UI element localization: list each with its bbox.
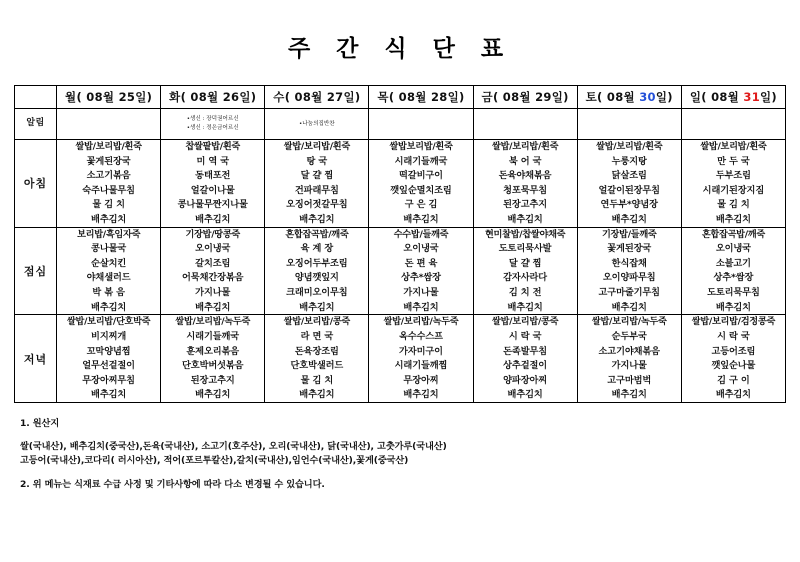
row-label-lunch: 점심	[15, 227, 57, 315]
dish-item: 얼갈이된장무침	[598, 184, 660, 196]
dish-item: 숙주나물무침	[82, 184, 135, 196]
day-header-sun-suffix: 일)	[760, 90, 777, 104]
day-header-fri: 금( 08월 29일)	[473, 86, 577, 109]
dish-item: 배추김치	[611, 301, 647, 313]
day-header-mon: 월( 08월 25일)	[57, 86, 161, 109]
notice-cell-sun	[681, 109, 785, 140]
dish-item: 콩나물국	[91, 243, 127, 255]
dish-item: 기장밥/들깨죽	[601, 228, 657, 240]
table-header-row	[15, 86, 786, 109]
dish-item: 감자사라다	[503, 272, 548, 284]
dish-item: 쌀밥/보리밥/녹두죽	[591, 316, 667, 328]
dish-item: 꽃게된장국	[86, 155, 131, 167]
dish-list	[578, 140, 681, 227]
notice-cell-mon	[57, 109, 161, 140]
dish-item: 가지나물	[195, 287, 231, 299]
dish-item: 크래미오이무침	[286, 287, 348, 299]
dish-list	[474, 140, 577, 227]
breakfast-cell-wed	[265, 140, 369, 228]
dish-item: 돈육야채볶음	[498, 170, 552, 182]
dish-item: 오징어젓갈무침	[286, 199, 348, 211]
dish-list	[57, 228, 160, 315]
dish-list	[682, 228, 785, 315]
dinner-cell-mon	[57, 315, 161, 403]
row-label-notice: 알림	[15, 109, 57, 140]
dinner-cell-thu	[369, 315, 473, 403]
dish-item: 상추*쌈장	[713, 272, 754, 284]
dish-item: 가지나물	[611, 360, 647, 372]
dish-item: 김 구 이	[717, 374, 750, 386]
dish-item: 쌀밥/보리밥/흰죽	[596, 141, 663, 152]
breakfast-cell-tue	[161, 140, 265, 228]
dish-list	[369, 228, 472, 315]
dish-item: 훈제오리볶음	[186, 345, 240, 357]
dish-item: 누룽지탕	[611, 155, 647, 167]
dish-item: 배추김치	[195, 301, 231, 313]
dish-item: 배추김치	[715, 301, 751, 313]
dish-item: 꼬막양념찜	[86, 345, 131, 357]
dish-item: 오징어두부조림	[286, 257, 348, 269]
dish-item: 콩나물무짠지나물	[177, 199, 248, 211]
dish-item: 물 김 치	[717, 199, 750, 211]
dish-item: 된장고추지	[503, 199, 548, 211]
dish-item: 꽃게된장국	[607, 243, 652, 255]
dish-item: 시래기들깨찜	[394, 360, 448, 372]
dish-item: 옥수수스프	[399, 330, 443, 342]
dish-item: 미 역 국	[196, 155, 229, 167]
dish-item: 박 볶 음	[92, 287, 125, 299]
lunch-cell-sat	[577, 227, 681, 315]
dish-item: 무장아찌	[403, 374, 439, 386]
dish-item: 비지찌개	[91, 330, 127, 342]
breakfast-row	[15, 140, 786, 228]
dish-list	[578, 228, 681, 315]
dish-item: 쌀밥/보리밥/녹두죽	[383, 316, 459, 328]
dish-item: 소고기야채볶음	[598, 345, 660, 357]
dish-item: 단호박버섯볶음	[182, 360, 244, 372]
origin-heading: 1. 원산지	[20, 417, 60, 429]
dish-list	[682, 315, 785, 402]
notice-item: •생신 : 장덕권어르신	[186, 116, 239, 123]
dish-item: 갈치조림	[195, 257, 231, 269]
row-label-dinner: 저녁	[15, 315, 57, 403]
dish-item: 배추김치	[611, 389, 647, 401]
dish-item: 구 은 김	[404, 199, 438, 211]
dish-item: 무장아찌무침	[82, 374, 135, 386]
dish-item: 탕 국	[306, 155, 328, 167]
dish-item: 김 치 전	[508, 287, 542, 299]
notice-cell-tue	[161, 109, 265, 140]
dish-list	[682, 140, 785, 227]
dish-item: 된장고추지	[190, 374, 235, 386]
dish-item: 도토리묵무침	[707, 287, 760, 299]
day-header-wed: 수( 08월 27일)	[265, 86, 369, 109]
dinner-row	[15, 315, 786, 403]
dish-list	[161, 228, 264, 315]
dish-item: 얼무선겉절이	[82, 360, 135, 372]
dish-item: 한식잡채	[611, 257, 647, 269]
dish-item: 오이냉국	[195, 243, 231, 255]
dish-item: 배추김치	[507, 389, 543, 401]
day-header-sun-date: 31	[743, 90, 761, 104]
dish-item: 배추김치	[195, 389, 231, 401]
dish-item: 배추김치	[715, 214, 751, 226]
weekly-menu-table	[14, 85, 786, 403]
dish-item: 청포묵무침	[503, 184, 548, 196]
notice-cell-wed	[265, 109, 369, 140]
footer-notes	[14, 403, 786, 492]
dish-list	[265, 140, 368, 227]
dish-item: 건파래무침	[294, 184, 339, 196]
dish-item: 오이냉국	[715, 243, 751, 255]
breakfast-cell-thu	[369, 140, 473, 228]
dinner-cell-sat	[577, 315, 681, 403]
lunch-cell-sun	[681, 227, 785, 315]
dish-item: 배추김치	[715, 389, 751, 401]
dish-item: 배추김치	[299, 214, 335, 226]
dish-list	[57, 140, 160, 227]
lunch-cell-tue	[161, 227, 265, 315]
lunch-cell-wed	[265, 227, 369, 315]
dish-item: 쌀밥/보리밥/녹두죽	[175, 316, 251, 328]
dish-item: 쌀밥/보리밥/콩죽	[492, 316, 559, 328]
dish-item: 혼합잡곡밥/깨죽	[701, 228, 765, 240]
dish-list	[57, 315, 160, 402]
notice-item: •나눔의집반찬	[298, 120, 335, 127]
dish-item: 가자미구이	[399, 345, 443, 357]
dish-item: 두부조림	[715, 170, 751, 182]
notice-cell-fri	[473, 109, 577, 140]
dish-item: 쌀밥/보리밥/단호박죽	[66, 316, 151, 328]
menu-change-note: 2. 위 메뉴는 식재료 수급 사정 및 기타사항에 따라 다소 변경될 수 있습니다.	[20, 479, 325, 491]
dish-item: 고구마줄기무침	[598, 287, 660, 299]
notice-item: •생신 : 정은금어르신	[186, 125, 239, 131]
dish-item: 배추김치	[507, 214, 543, 226]
dish-list	[161, 315, 264, 402]
dish-item: 양념깻잎지	[294, 272, 339, 284]
dish-item: 상추*쌈장	[401, 272, 441, 284]
dish-item: 쌀밥/보리밥/콩죽	[283, 316, 350, 328]
dish-item: 가지나물	[403, 287, 439, 299]
row-label-breakfast: 아침	[15, 140, 57, 228]
day-header-sat-date: 30	[639, 90, 656, 104]
dish-item: 순살치킨	[91, 257, 127, 269]
dish-item: 시래기들깨국	[394, 155, 448, 167]
dish-list	[474, 228, 577, 315]
dish-item: 어묵채간장볶음	[182, 272, 244, 284]
day-header-sat	[577, 86, 681, 109]
day-header-tue: 화( 08월 26일)	[161, 86, 265, 109]
dish-item: 시 락 국	[508, 330, 542, 342]
dish-item: 상추겉절이	[503, 360, 548, 372]
dish-item: 닭살조림	[611, 170, 647, 182]
header-corner-blank	[15, 86, 57, 109]
dish-item: 돈족발무침	[503, 345, 548, 357]
dish-item: 소고기볶음	[86, 170, 131, 182]
dish-item: 야채샐러드	[86, 272, 131, 284]
dish-item: 라 면 국	[300, 330, 334, 342]
dinner-cell-tue	[161, 315, 265, 403]
breakfast-cell-sat	[577, 140, 681, 228]
day-header-sun	[681, 86, 785, 109]
dish-item: 쌀밥/보리밥/흰죽	[283, 141, 350, 152]
dish-list	[578, 315, 681, 402]
dish-item: 시 락 국	[717, 330, 750, 342]
day-header-sat-suffix: 일)	[655, 90, 673, 104]
dish-item: 북 어 국	[508, 155, 542, 167]
dish-item: 수수밥/들깨죽	[393, 228, 449, 240]
day-header-thu: 목( 08월 28일)	[369, 86, 473, 109]
dish-list	[265, 315, 368, 402]
dish-item: 배추김치	[91, 301, 127, 313]
dish-item: 단호박샐러드	[290, 360, 344, 372]
dish-item: 연두부*양념장	[600, 199, 658, 211]
dish-item: 돈 편 육	[404, 257, 438, 269]
dish-item: 배추김치	[299, 389, 335, 401]
dish-item: 배추김치	[403, 301, 439, 313]
dish-item: 깻잎순나물	[711, 360, 756, 372]
dinner-cell-fri	[473, 315, 577, 403]
dish-item: 찹쌀팥밥/흰죽	[185, 141, 240, 152]
dish-item: 고등어조림	[711, 345, 756, 357]
dish-item: 현미찰밥/찹쌀야채죽	[484, 228, 566, 240]
dish-item: 물 김 치	[92, 199, 125, 211]
dish-item: 고구마범벅	[607, 374, 652, 386]
day-header-sun-prefix: 일( 08월	[689, 90, 744, 104]
dish-item: 물 김 치	[300, 374, 334, 386]
dish-item: 오이냉국	[403, 243, 439, 255]
dish-item: 돈육장조림	[294, 345, 339, 357]
origin-line-2: 고등어(국내산),코다리( 러시아산), 적어(포르투칼산),갈치(국내산),임언수(국내산),꽃게(중국산)	[20, 454, 409, 466]
dish-item: 만 두 국	[717, 155, 750, 167]
dish-list	[369, 315, 472, 402]
dish-item: 깻잎순멸치조림	[390, 184, 452, 196]
dish-item: 보리밥/흑임자죽	[77, 228, 141, 240]
lunch-row	[15, 227, 786, 315]
dish-list	[161, 140, 264, 227]
day-header-sat-prefix: 토( 08월	[585, 90, 640, 104]
dish-item: 달 걀 찜	[508, 257, 542, 269]
dish-item: 쌀밥/보리밥/흰죽	[492, 141, 559, 152]
dish-item: 배추김치	[403, 214, 439, 226]
dish-list	[265, 228, 368, 315]
dish-item: 쌀밥/보리밥/검정콩죽	[691, 316, 776, 328]
dish-item: 시래기들깨국	[186, 330, 240, 342]
origin-line-1: 쌀(국내산), 배추김치(중국산),돈육(국내산), 소고기(호주산), 오리(국내산), 닭(국내산), 고춧가루(국내산)	[20, 440, 447, 452]
lunch-cell-fri	[473, 227, 577, 315]
lunch-cell-mon	[57, 227, 161, 315]
page-title: 주 간 식 단 표	[287, 36, 513, 62]
dish-item: 배추김치	[611, 214, 647, 226]
dish-item: 기장밥/땅콩죽	[185, 228, 240, 240]
dish-item: 시래기된장지짐	[702, 184, 765, 196]
dish-item: 쌀밥보리밥/흰죽	[389, 141, 453, 152]
dish-item: 얼갈이나물	[190, 184, 235, 196]
dish-item: 육 계 장	[300, 243, 334, 255]
dish-item: 쌀밥/보리밥/흰죽	[75, 141, 142, 152]
dish-item: 오이양파무침	[602, 272, 656, 284]
dish-item: 배추김치	[91, 214, 127, 226]
notice-cell-thu	[369, 109, 473, 140]
dish-item: 배추김치	[195, 214, 231, 226]
breakfast-cell-mon	[57, 140, 161, 228]
notice-row	[15, 109, 786, 140]
dinner-cell-wed	[265, 315, 369, 403]
dish-list	[474, 315, 577, 402]
dish-item: 도토리묵사발	[498, 243, 552, 255]
dish-item: 쌀밥/보리밥/흰죽	[700, 141, 767, 152]
dish-item: 동태포전	[195, 170, 231, 182]
lunch-cell-thu	[369, 227, 473, 315]
dish-item: 배추김치	[299, 301, 335, 313]
dinner-cell-sun	[681, 315, 785, 403]
breakfast-cell-fri	[473, 140, 577, 228]
dish-item: 배추김치	[507, 301, 543, 313]
dish-item: 떡갈비구이	[399, 170, 443, 182]
dish-item: 혼합잡곡밥/깨죽	[285, 228, 349, 240]
breakfast-cell-sun	[681, 140, 785, 228]
dish-list	[369, 140, 472, 227]
dish-item: 달 걀 찜	[300, 170, 334, 182]
dish-item: 순두부국	[611, 330, 647, 342]
dish-item: 소불고기	[715, 257, 751, 269]
notice-cell-sat	[577, 109, 681, 140]
dish-item: 배추김치	[403, 389, 439, 401]
dish-item: 양파장아찌	[503, 374, 548, 386]
dish-item: 배추김치	[91, 389, 127, 401]
